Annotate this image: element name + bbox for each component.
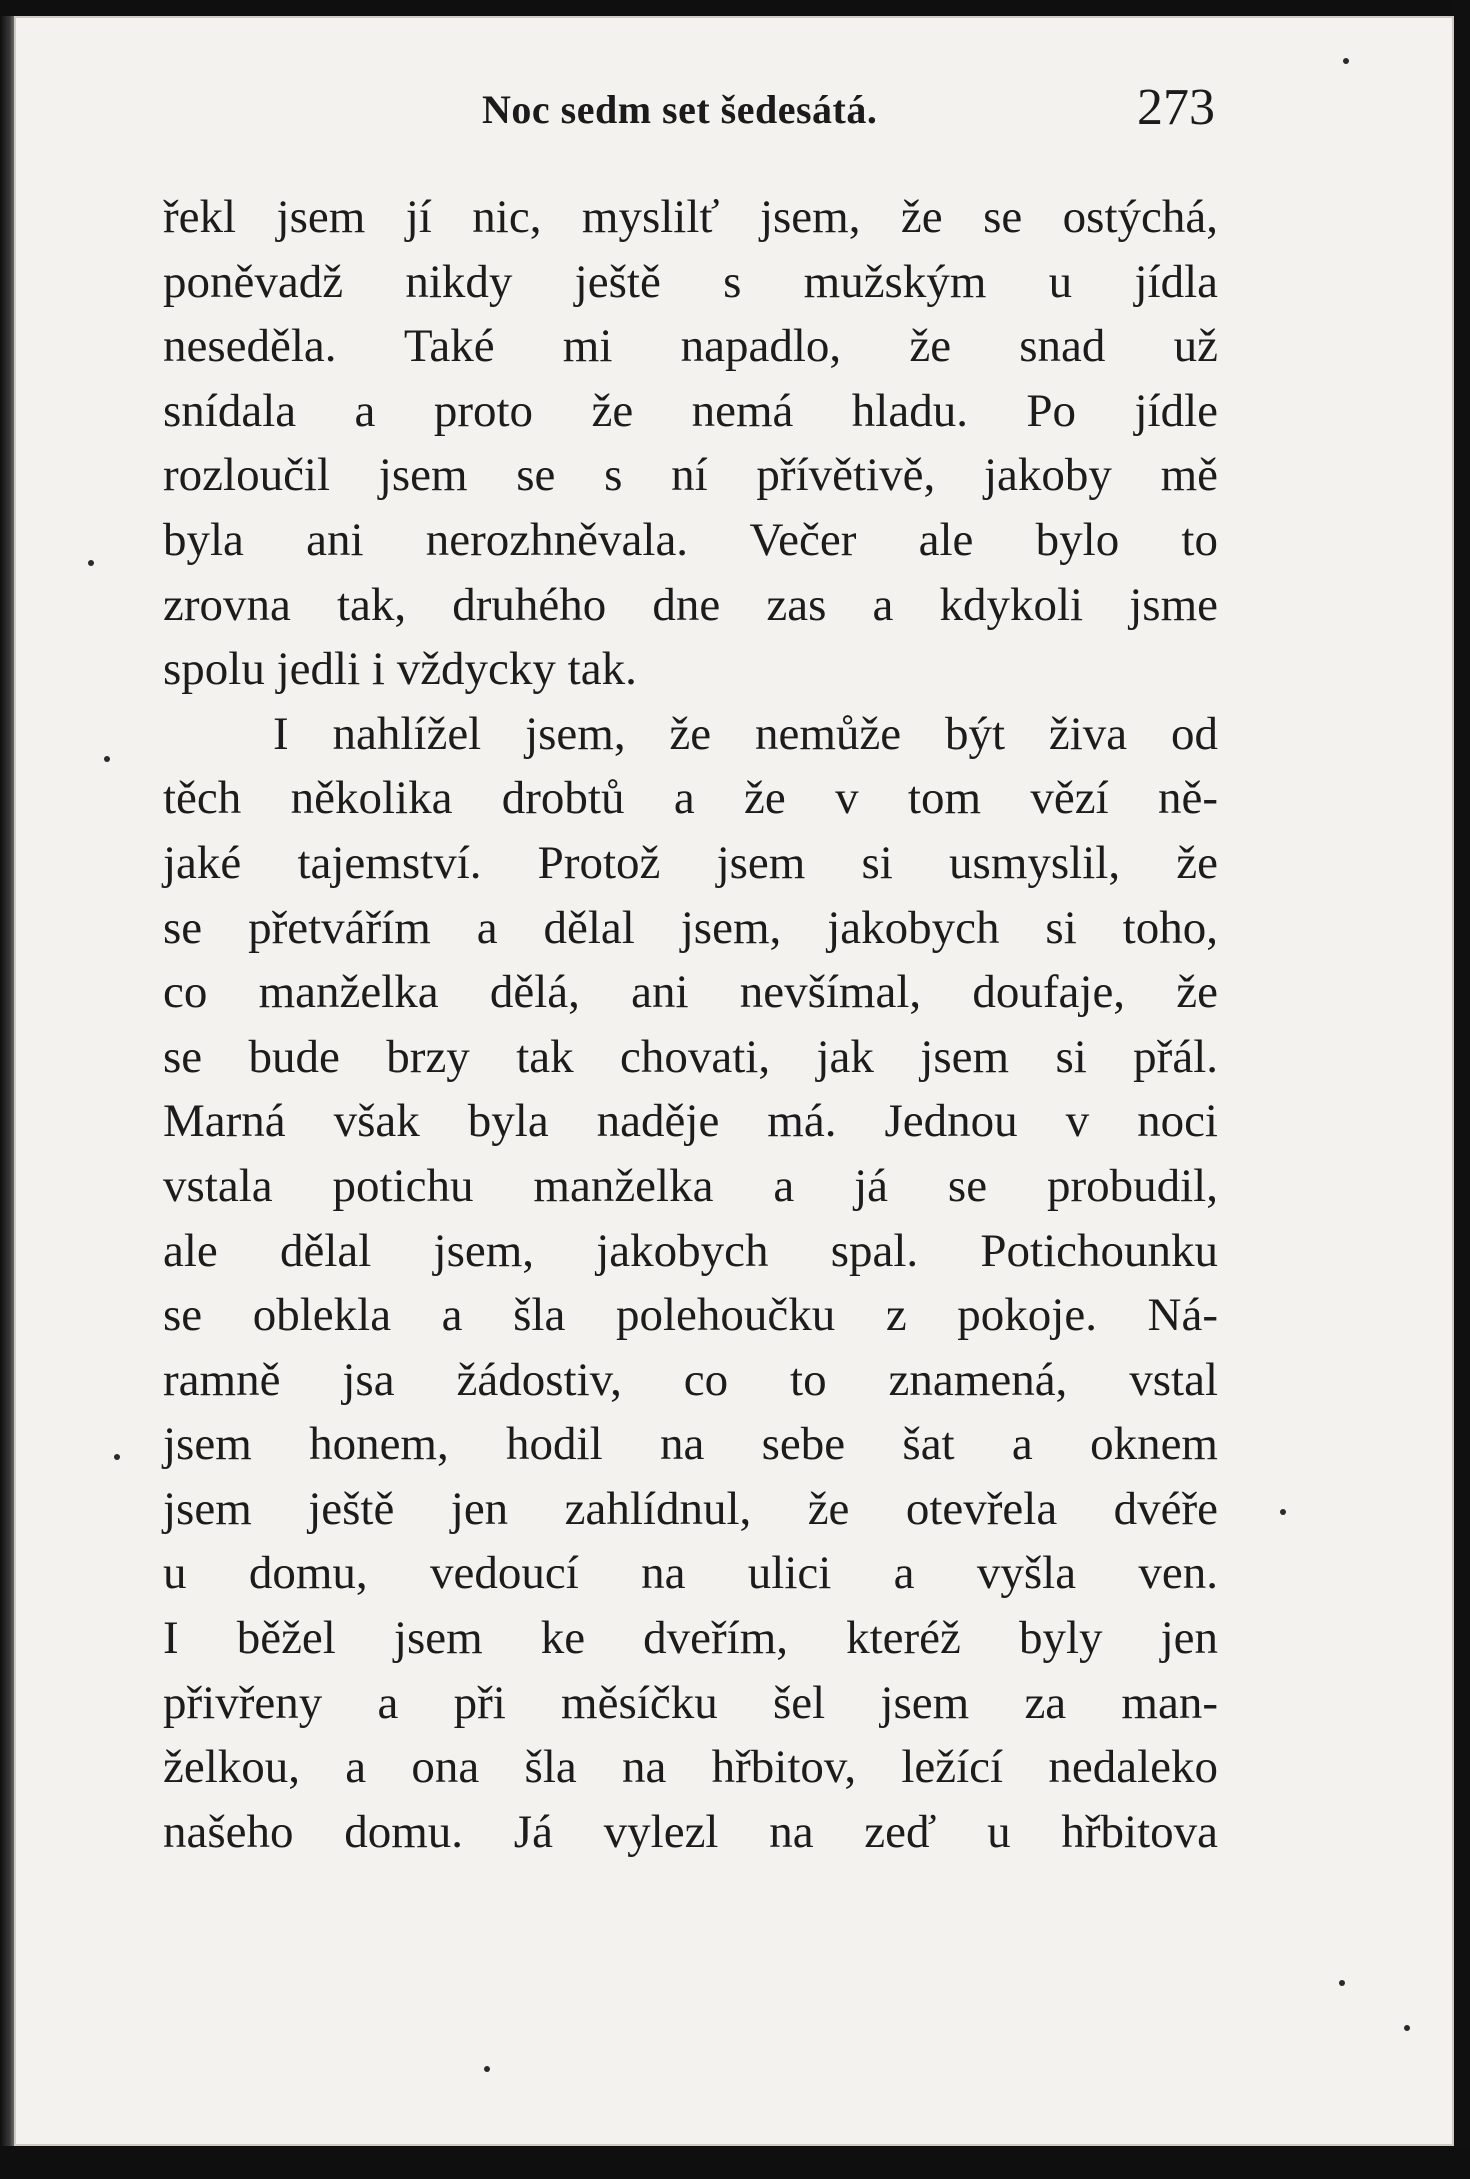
- scan-speck: [1280, 1509, 1286, 1515]
- text-line: neseděla. Také mi napadlo, že snad už: [163, 320, 1218, 373]
- scan-speck: [1343, 58, 1349, 64]
- text-line: se bude brzy tak chovati, jak jsem si přál.: [163, 1030, 1218, 1083]
- text-line: I nahlížel jsem, že nemůže být živa od: [273, 707, 1218, 760]
- scan-speck: [104, 756, 110, 762]
- scan-speck: [484, 2066, 490, 2072]
- text-line: želkou, a ona šla na hřbitov, ležící nedaleko: [163, 1741, 1218, 1794]
- text-line: ramně jsa žádostiv, co to znamená, vstal: [163, 1353, 1218, 1406]
- text-line: jsem ještě jen zahlídnul, že otevřela dvéře: [163, 1482, 1218, 1535]
- page-number: 273: [1137, 79, 1215, 136]
- scan-speck: [114, 1454, 120, 1460]
- text-line: se přetvářím a dělal jsem, jakobych si toho,: [163, 901, 1218, 954]
- text-line: ale dělal jsem, jakobych spal. Potichounku: [163, 1224, 1218, 1277]
- text-line: těch několika drobtů a že v tom vězí ně-: [163, 772, 1218, 825]
- running-head: Noc sedm set šedesátá.: [482, 87, 878, 132]
- text-line: u domu, vedoucí na ulici a vyšla ven.: [163, 1547, 1218, 1600]
- paragraph-2: [163, 702, 1218, 1865]
- text-line: našeho domu. Já vylezl na zeď u hřbitova: [163, 1805, 1218, 1858]
- text-line: poněvadž nikdy ještě s mužským u jídla: [163, 255, 1218, 308]
- text-line: snídala a proto že nemá hladu. Po jídle: [163, 384, 1218, 437]
- scan-speck: [88, 560, 94, 566]
- text-line: byla ani nerozhněvala. Večer ale bylo to: [163, 513, 1218, 566]
- body-text: [163, 185, 1218, 1864]
- text-line: řekl jsem jí nic, myslilť jsem, že se ostýchá,: [163, 191, 1218, 243]
- scan-speck: [1404, 2025, 1410, 2031]
- scan-border-left: [0, 16, 14, 2146]
- scan-border-right: [1454, 0, 1470, 2179]
- paragraph-1: [163, 185, 1218, 702]
- text-line: rozloučil jsem se s ní přívětivě, jakoby mě: [163, 449, 1218, 502]
- text-line: jsem honem, hodil na sebe šat a oknem: [163, 1418, 1218, 1471]
- scan-speck: [1339, 1980, 1345, 1986]
- text-line: zrovna tak, druhého dne zas a kdykoli jsme: [163, 578, 1218, 631]
- text-line: vstala potichu manželka a já se probudil,: [163, 1159, 1218, 1212]
- scan-border-top: [0, 0, 1470, 16]
- text-line: jaké tajemství. Protož jsem si usmyslil, že: [163, 836, 1218, 889]
- text-line: I běžel jsem ke dveřím, kteréž byly jen: [163, 1612, 1218, 1665]
- text-line: co manželka dělá, ani nevšímal, doufaje, že: [163, 966, 1218, 1019]
- text-line: se oblekla a šla polehoučku z pokoje. Ná-: [163, 1289, 1218, 1342]
- text-line: přivřeny a při měsíčku šel jsem za man-: [163, 1676, 1218, 1729]
- scan-border-bottom: [0, 2146, 1470, 2179]
- page-header: [160, 78, 1215, 138]
- text-line: spolu jedli i vždycky tak.: [163, 643, 637, 696]
- text-line: Marná však byla naděje má. Jednou v noci: [163, 1095, 1218, 1148]
